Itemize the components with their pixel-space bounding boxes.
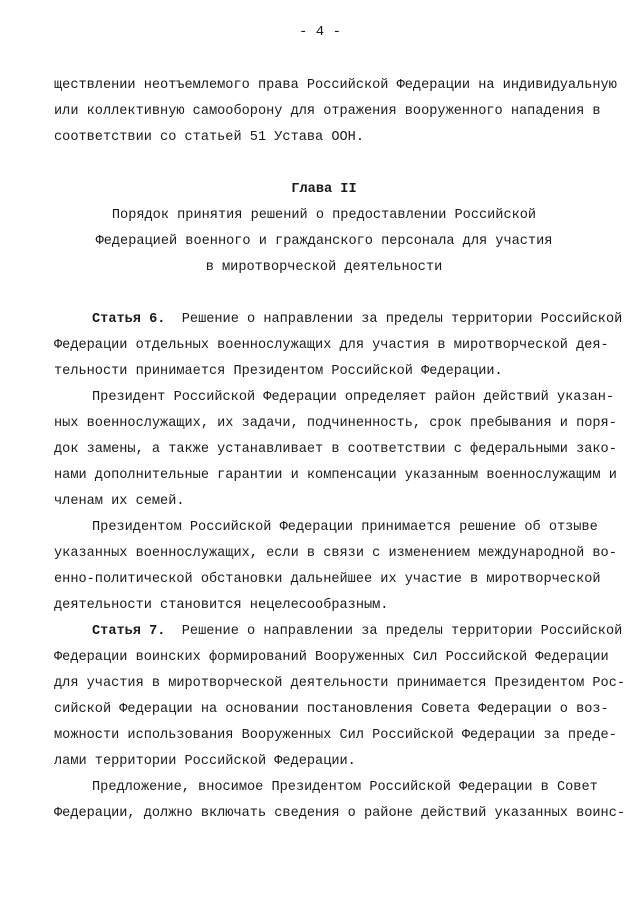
article-6-first-line	[54, 307, 623, 333]
text-line: ных военнослужащих, их задачи, подчиненность, срок пребывания и поря-	[54, 416, 617, 431]
text-span: Решение о направлении за пределы территории Российской	[181, 312, 623, 327]
article-7-first-line	[54, 619, 623, 645]
text-line: Президентом Российской Федерации принимается решение об отзыве	[92, 520, 598, 535]
chapter-title-line: Порядок принятия решений о предоставлении Российской	[111, 208, 537, 223]
text-line: указанных военнослужащих, если в связи с изменением международной во-	[54, 546, 617, 561]
article-7	[54, 619, 626, 827]
text-line: можности использования Вооруженных Сил Российской Федерации за преде-	[54, 728, 617, 743]
continuation-paragraph	[54, 73, 617, 151]
article-6	[54, 307, 623, 619]
article-7-label: Статья 7.	[92, 624, 166, 639]
text-line: док замены, а также устанавливает в соответствии с федеральными зако-	[54, 442, 617, 457]
text-line: енно-политической обстановки дальнейшее их участие в миротворческой	[54, 572, 601, 587]
text-line: или коллективную самооборону для отражения вооруженного нападения в	[54, 104, 601, 119]
page-number: - 4 -	[298, 24, 341, 40]
text-line: нами дополнительные гарантии и компенсации указанным военнослужащим и	[54, 468, 617, 483]
text-line: Федерации воинских формирований Вооруженных Сил Российской Федерации	[54, 650, 609, 665]
text-line: членам их семей.	[54, 494, 185, 509]
text-line: Федерации отдельных военнослужащих для участия в миротворческой дея-	[54, 338, 609, 353]
chapter-title-line: Федерацией военного и гражданского персонала для участия	[95, 234, 553, 249]
text-span: Решение о направлении за пределы территории Российской	[181, 624, 623, 639]
text-line: тельности принимается Президентом Российской Федерации.	[54, 364, 503, 379]
text-line: деятельности становится нецелесообразным.	[54, 598, 389, 613]
chapter-title-line: в миротворческой деятельности	[205, 260, 443, 275]
text-line: Президент Российской Федерации определяет район действий указан-	[92, 390, 615, 405]
text-line: для участия в миротворческой деятельности принимается Президентом Рос-	[54, 676, 626, 691]
text-line: ществлении неотъемлемого права Российской Федерации на индивидуальную	[54, 78, 617, 93]
text-line: Предложение, вносимое Президентом Российской Федерации в Совет	[92, 780, 598, 795]
article-6-label: Статья 6.	[92, 312, 166, 327]
text-line: лами территории Российской Федерации.	[54, 754, 356, 769]
chapter-heading: Глава II	[291, 182, 357, 197]
chapter-heading-block	[54, 177, 594, 281]
text-line: сийской Федерации на основании постановления Совета Федерации о воз-	[54, 702, 609, 717]
text-line: Федерации, должно включать сведения о районе действий указанных воинс-	[54, 806, 626, 821]
text-line: соответствии со статьей 51 Устава ООН.	[54, 130, 364, 145]
